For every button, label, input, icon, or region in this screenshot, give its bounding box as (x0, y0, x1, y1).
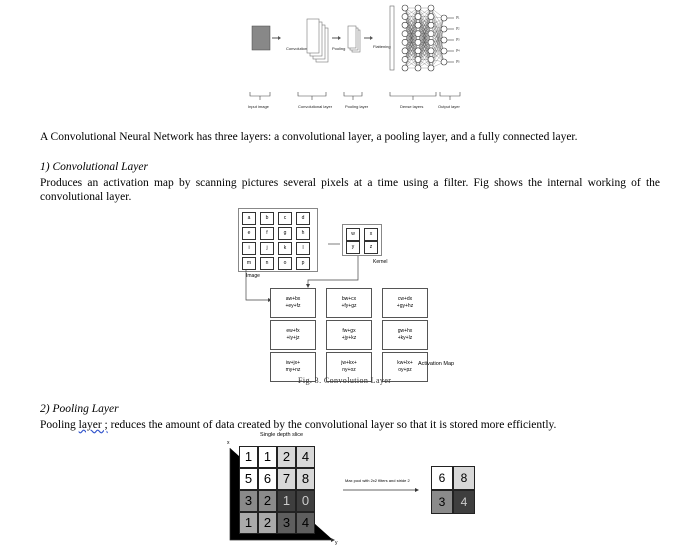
pool-grid-cell: 6 (258, 468, 277, 490)
activation-cell-line: +ey+fz (285, 303, 301, 309)
max-pool-label: Max pool with 2x2 filters and stride 2 (345, 478, 410, 483)
output-layer-label: Output layer (438, 104, 460, 109)
neuron-node (402, 56, 408, 62)
kernel-cell: x (364, 228, 378, 241)
activation-map-label: Activation Map (418, 361, 455, 367)
intro-paragraph: A Convolutional Neural Network has three layers: a convolutional layer, a pooling layer, and a fully connected layer. (40, 131, 578, 143)
image-cell: g (278, 227, 292, 240)
neuron-node (415, 56, 421, 62)
pool-grid-cell: 3 (277, 512, 296, 534)
pool-grid-cell: 1 (258, 446, 277, 468)
activation-cell-line: +jy+kz (341, 335, 357, 341)
kernel-cell: w (346, 228, 360, 241)
neuron-node (402, 39, 408, 45)
pool-grid-cell: 1 (277, 490, 296, 512)
image-cell: n (260, 257, 274, 270)
pool-grid-cell: 2 (258, 512, 277, 534)
pool-grid-cell: 7 (277, 468, 296, 490)
neuron-node (441, 37, 447, 43)
neuron-node (428, 31, 434, 37)
output-label: y₂ (456, 25, 460, 30)
image-cell: m (242, 257, 256, 270)
activation-cell (270, 288, 316, 318)
pool-grid-cell: 4 (296, 512, 315, 534)
neuron-node (441, 48, 447, 54)
neuron-node (402, 5, 408, 11)
neuron-node (415, 65, 421, 71)
image-cell: j (260, 242, 274, 255)
section-2-heading: 2) Pooling Layer (40, 403, 119, 415)
pool-output-cell: 8 (453, 466, 475, 490)
flattening-stage-label: Flattening (373, 44, 391, 49)
output-label: y₁ (456, 14, 460, 19)
cnn-architecture-figure (240, 0, 470, 115)
neuron-node (402, 22, 408, 28)
activation-cell-line: iw+jx+ (285, 360, 301, 366)
kernel-label: Kernel (373, 259, 388, 265)
activation-cell (270, 320, 316, 350)
neuron-node (441, 26, 447, 32)
neuron-node (428, 48, 434, 54)
image-cell: d (296, 212, 310, 225)
convolution-figure (228, 206, 478, 390)
activation-cell (326, 320, 372, 350)
activation-cell-line: +iy+jz (286, 335, 300, 341)
activation-cell-line: gw+hx (397, 328, 413, 334)
pool-grid-cell: 1 (239, 512, 258, 534)
x-axis-label: x (227, 440, 230, 446)
pooling-stage-label: Pooling (332, 46, 346, 51)
activation-cell-line: jw+kx+ (341, 360, 357, 366)
convolution-stage-label: Convolution (286, 46, 308, 51)
dense-layers-label: Dense layers (400, 104, 424, 109)
pool-output-cell: 6 (431, 466, 453, 490)
image-cell: i (242, 242, 256, 255)
pool-grid-cell: 4 (296, 446, 315, 468)
neuron-node (402, 14, 408, 20)
figure-3-caption: Fig. 3. Convolution Layer (298, 376, 392, 385)
input-image-label: Input image (248, 104, 269, 109)
image-cell: k (278, 242, 292, 255)
section-1-body: Produces an activation map by scanning pictures several pixels at a time using a filter. Fig shows the internal working of the convolutional layer. (40, 177, 660, 203)
section-2-body-underlined: layer ; (78, 419, 108, 431)
neuron-node (415, 31, 421, 37)
activation-cell-line: aw+bx (285, 296, 301, 302)
pool-grid-cell: 2 (258, 490, 277, 512)
activation-cell-line: oy+pz (398, 367, 412, 373)
y-axis-label: y (335, 540, 338, 546)
pool-output-cell: 3 (431, 490, 453, 514)
neuron-node (428, 22, 434, 28)
image-label: Image (246, 273, 260, 279)
section-1-heading: 1) Convolutional Layer (40, 161, 148, 173)
neuron-node (415, 22, 421, 28)
activation-cell (382, 288, 428, 318)
cnn-architecture-graphic (240, 0, 470, 115)
image-cell: l (296, 242, 310, 255)
activation-cell-line: +gy+hz (396, 303, 414, 309)
image-cell: b (260, 212, 274, 225)
pool-grid-cell: 2 (277, 446, 296, 468)
neuron-node (402, 31, 408, 37)
pool-grid-cell: 1 (239, 446, 258, 468)
neuron-node (415, 48, 421, 54)
section-2-body-prefix: Pooling (40, 419, 79, 431)
convolutional-layer-label: Convolutional layer (298, 104, 333, 109)
neuron-node (428, 65, 434, 71)
pool-output-cell: 4 (453, 490, 475, 514)
activation-cell-line: fw+gx (342, 328, 356, 334)
neuron-node (415, 39, 421, 45)
activation-cell (382, 320, 428, 350)
activation-cell-line: +ky+lz (397, 335, 413, 341)
pooling-layer-label: Pooling layer (345, 104, 369, 109)
activation-cell-line: ew+fx (286, 328, 300, 334)
output-label: y₅ (456, 58, 460, 63)
activation-cell-line: cw+dx (397, 296, 413, 302)
output-label: y₃ (456, 36, 460, 41)
neuron-node (428, 5, 434, 11)
activation-cell-line: ny+oz (342, 367, 356, 373)
kernel-cell: z (364, 241, 378, 254)
neuron-node (441, 59, 447, 65)
kernel-cell: y (346, 241, 360, 254)
activation-cell-line: +fy+gz (341, 303, 357, 309)
image-cell: p (296, 257, 310, 270)
image-cell: o (278, 257, 292, 270)
activation-cell (326, 288, 372, 318)
pool-grid-cell: 0 (296, 490, 315, 512)
image-cell: e (242, 227, 256, 240)
image-cell: f (260, 227, 274, 240)
output-labels (456, 14, 470, 69)
activation-cell-line: bw+cx (341, 296, 357, 302)
pool-grid-title: Single depth slice (260, 432, 304, 438)
neuron-node (402, 65, 408, 71)
neuron-node (415, 14, 421, 20)
pool-grid-cell: 5 (239, 468, 258, 490)
activation-cell-line: kw+lx+ (397, 360, 413, 366)
neuron-node (428, 56, 434, 62)
pool-grid-cell: 8 (296, 468, 315, 490)
neuron-node (402, 48, 408, 54)
section-2-body-suffix: reduces the amount of data created by the convolutional layer so that it is stored more efficiently. (107, 419, 557, 431)
neuron-node (428, 14, 434, 20)
neuron-node (441, 15, 447, 21)
pooling-figure (225, 430, 485, 550)
neuron-node (428, 39, 434, 45)
activation-cell-line: my+nz (285, 367, 301, 373)
image-cell: a (242, 212, 256, 225)
output-label: y₄ (456, 47, 460, 52)
image-cell: c (278, 212, 292, 225)
neuron-node (415, 5, 421, 11)
pool-grid-cell: 3 (239, 490, 258, 512)
image-cell: h (296, 227, 310, 240)
